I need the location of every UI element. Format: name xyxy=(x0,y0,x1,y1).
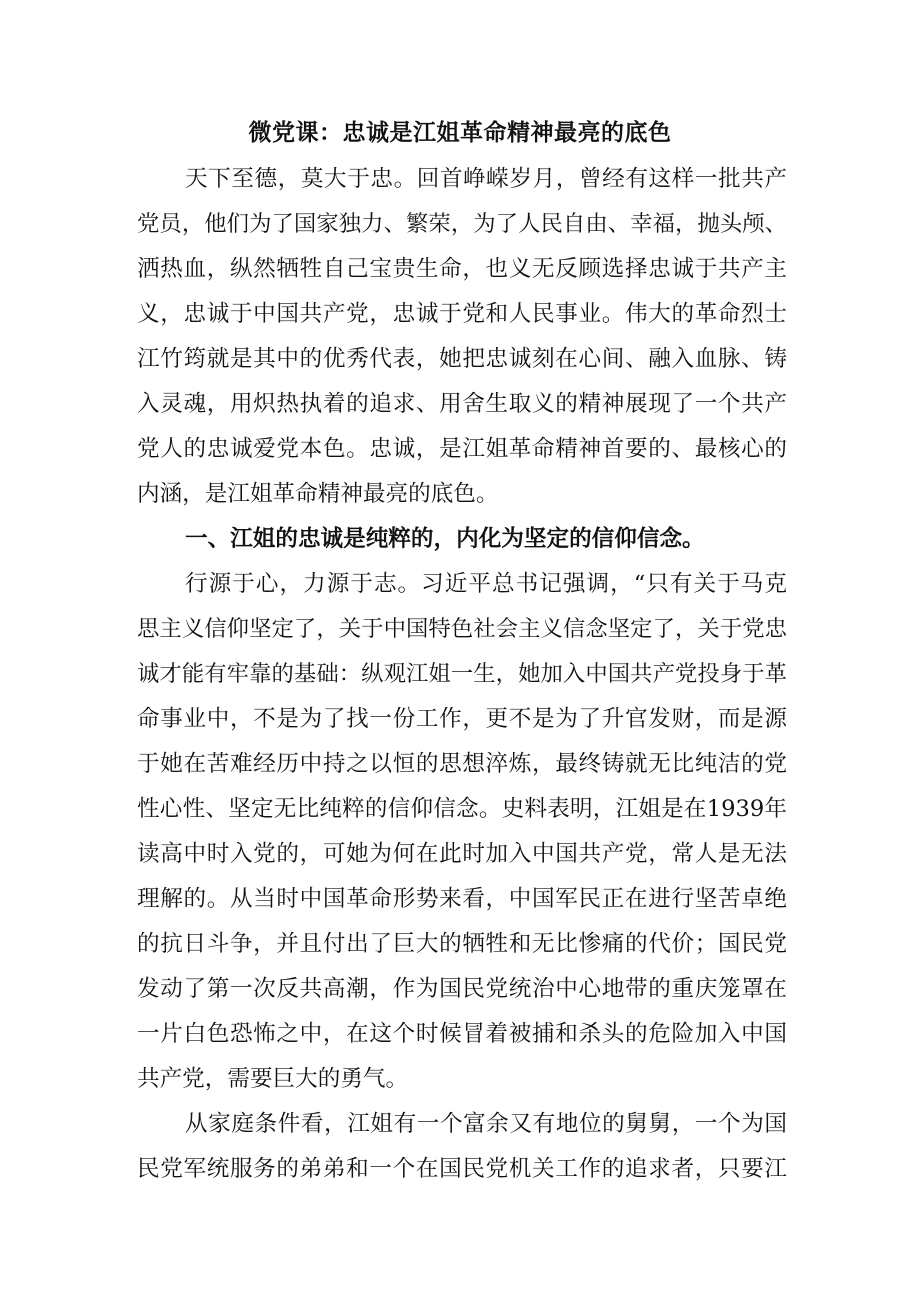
paragraph-1-line-2: 党员，他们为了国家独力、繁荣，为了人民自由、幸福，抛头颅、 xyxy=(137,211,787,237)
paragraph-2-line-1: 行源于心，力源于志。习近平总书记强调，“只有关于马克 xyxy=(185,571,787,597)
paragraph-2-line-3: 诚才能有牢靠的基础：纵观江姐一生，她加入中国共产党投身于革 xyxy=(137,661,787,687)
paragraph-1-line-1: 天下至德，莫大于忠。回首峥嵘岁月，曾经有这样一批共产 xyxy=(185,166,787,192)
paragraph-2-line-2: 思主义信仰坚定了，关于中国特色社会主义信念坚定了，关于党忠 xyxy=(137,616,787,642)
paragraph-1-line-6: 入灵魂，用炽热执着的追求、用舍生取义的精神展现了一个共产 xyxy=(137,391,787,417)
paragraph-2-line-7: 读高中时入党的，可她为何在此时加入中国共产党，常人是无法 xyxy=(137,841,787,867)
paragraph-1-line-7: 党人的忠诚爱党本色。忠诚，是江姐革命精神首要的、最核心的 xyxy=(137,436,787,462)
paragraph-2-line-11: 一片白色恐怖之中，在这个时候冒着被捕和杀头的危险加入中国 xyxy=(137,1021,787,1047)
paragraph-2-line-9: 的抗日斗争，并且付出了巨大的牺牲和无比惨痛的代价；国民党 xyxy=(137,931,787,957)
paragraph-1-line-8: 内涵，是江姐革命精神最亮的底色。 xyxy=(137,481,499,507)
paragraph-2-line-5: 于她在苦难经历中持之以恒的思想淬炼，最终铸就无比纯洁的党 xyxy=(137,751,787,777)
paragraph-2-line-8: 理解的。从当时中国革命形势来看，中国军民正在进行坚苦卓绝 xyxy=(137,886,787,912)
paragraph-1-line-3: 洒热血，纵然牺牲自己宝贵生命，也义无反顾选择忠诚于共产主 xyxy=(137,256,787,282)
document-title: 微党课：忠诚是江姐革命精神最亮的底色 xyxy=(248,120,672,146)
paragraph-1-line-4: 义，忠诚于中国共产党，忠诚于党和人民事业。伟大的革命烈士 xyxy=(137,301,787,327)
paragraph-1-line-5: 江竹筠就是其中的优秀代表，她把忠诚刻在心间、融入血脉、铸 xyxy=(137,346,787,372)
paragraph-3-line-2: 民党军统服务的弟弟和一个在国民党机关工作的追求者，只要江 xyxy=(137,1156,787,1182)
paragraph-3-line-1: 从家庭条件看，江姐有一个富余又有地位的舅舅，一个为国 xyxy=(185,1111,787,1137)
section-1-heading: 一、江姐的忠诚是纯粹的，内化为坚定的信仰信念。 xyxy=(185,526,705,552)
paragraph-2-line-6: 性心性、坚定无比纯粹的信仰信念。史料表明，江姐是在1939年 xyxy=(137,796,787,822)
paragraph-2-line-4: 命事业中，不是为了找一份工作，更不是为了升官发财，而是源 xyxy=(137,706,787,732)
paragraph-2-line-10: 发动了第一次反共高潮，作为国民党统治中心地带的重庆笼罩在 xyxy=(137,976,787,1002)
paragraph-2-line-12: 共产党，需要巨大的勇气。 xyxy=(137,1066,409,1092)
